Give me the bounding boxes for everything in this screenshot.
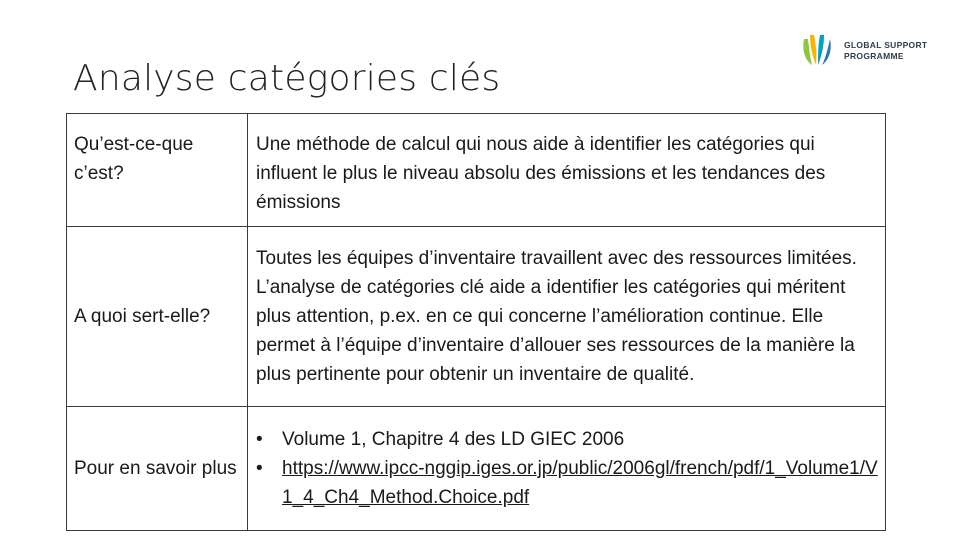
- page-title: Analyse catégories clés: [73, 58, 501, 99]
- info-table: [66, 113, 886, 531]
- row-content: [248, 407, 886, 531]
- table-row: [67, 114, 886, 227]
- logo-text: [844, 40, 927, 62]
- global-support-programme-logo: [800, 31, 940, 71]
- logo-line-2: PROGRAMME: [844, 51, 904, 61]
- reference-link[interactable]: https://www.ipcc-nggip.iges.or.jp/public/2006gl/french/pdf/1_Volume1/V1_4_Ch4_Method.Choice.pdf: [282, 458, 878, 508]
- reference-text: Volume 1, Chapitre 4 des LD GIEC 2006: [282, 429, 625, 450]
- row-label: Pour en savoir plus: [67, 407, 248, 531]
- logo-mark-icon: [800, 31, 834, 69]
- logo-line-1: GLOBAL SUPPORT: [844, 40, 928, 50]
- reference-list: [256, 425, 878, 512]
- list-item: [256, 454, 878, 512]
- list-item: [256, 425, 878, 454]
- table-row: [67, 407, 886, 531]
- row-content: Une méthode de calcul qui nous aide à identifier les catégories qui influent le plus le niveau absolu des émissions et les tendances des émissions: [248, 114, 886, 227]
- table-row: [67, 227, 886, 407]
- row-label: Qu’est-ce-que c’est?: [67, 114, 248, 227]
- row-label: A quoi sert-elle?: [67, 227, 248, 407]
- row-content: Toutes les équipes d’inventaire travaillent avec des ressources limitées. L’analyse de catégories clé aide a identifier les catégories qui méritent plus attention, p.ex. en ce qui concerne l’amélioration continue. Elle permet à l’équipe d’inventaire d’allouer ses ressources de la manière la plus pertinente pour obtenir un inventaire de qualité.: [248, 227, 886, 407]
